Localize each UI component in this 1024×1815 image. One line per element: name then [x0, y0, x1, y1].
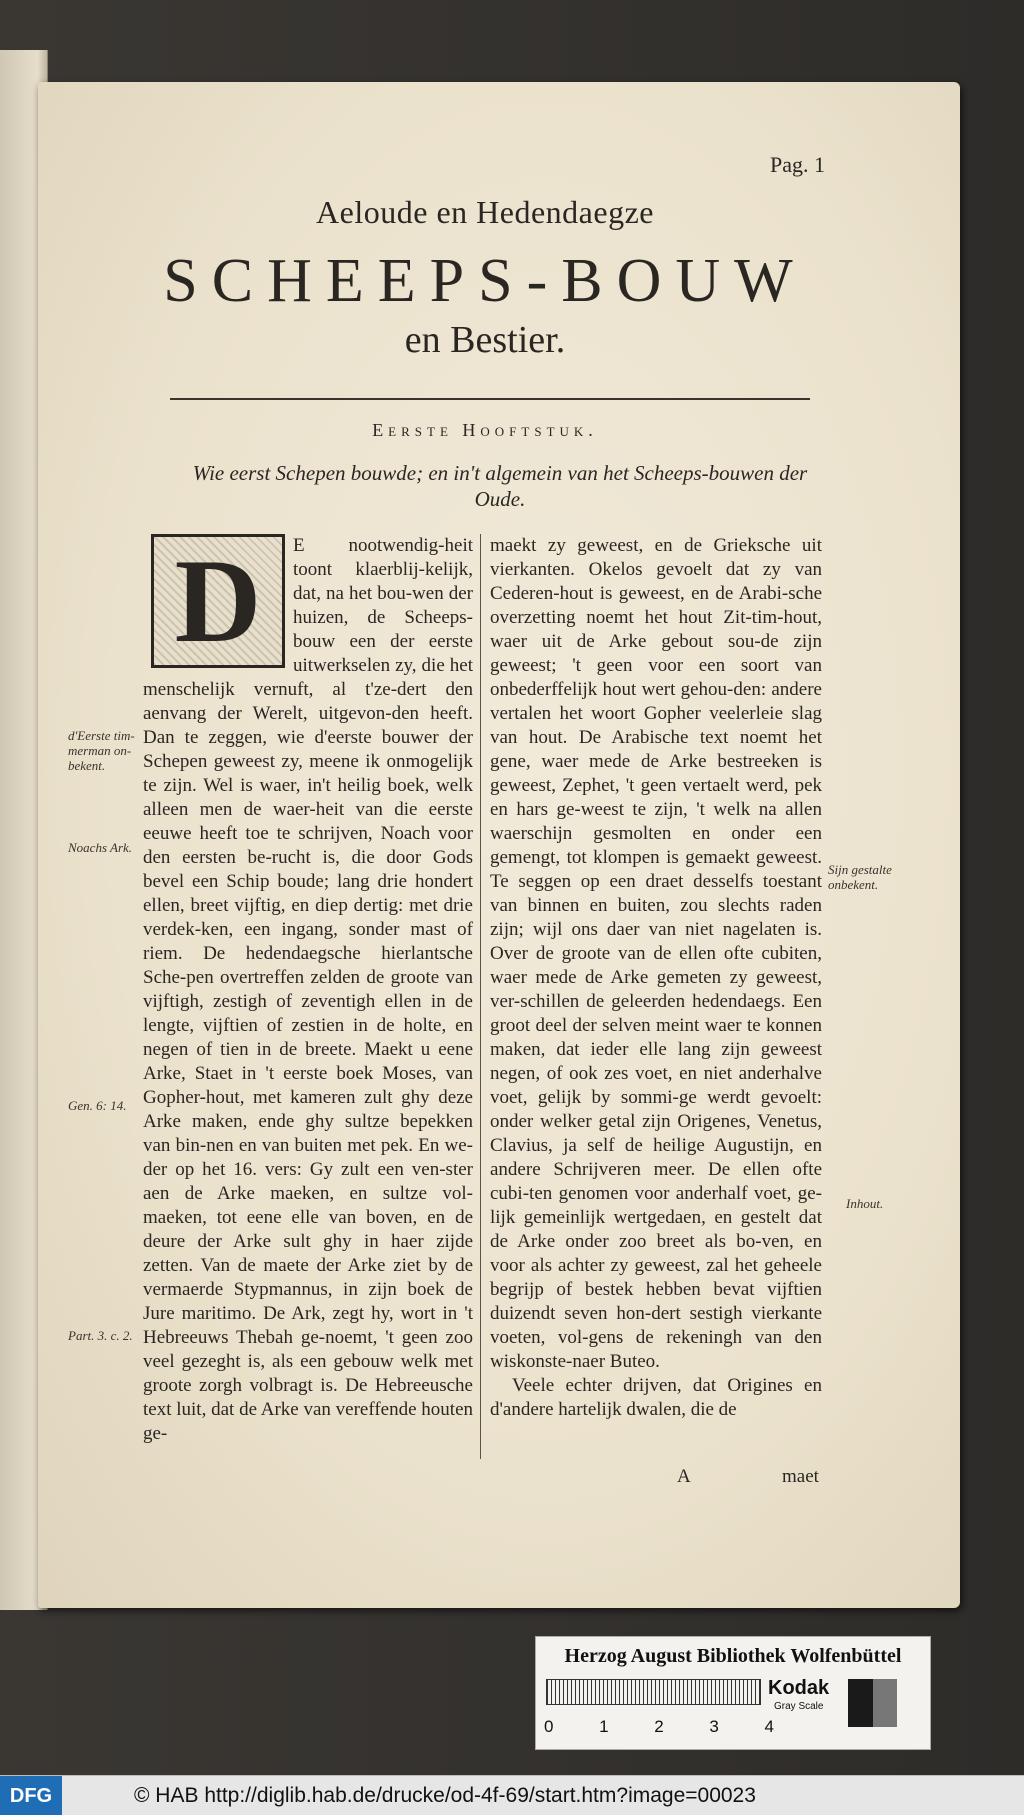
ruler-numbers: [544, 1717, 774, 1737]
ruler-scale: [546, 1679, 761, 1705]
drop-cap-letter: D: [174, 534, 262, 667]
margin-note-content: Inhout.: [846, 1196, 884, 1211]
margin-note-part: Part. 3. c. 2.: [68, 1328, 133, 1343]
chapter-subtitle: Wie eerst Schepen bouwde; en in't algemein van het Scheeps-bouwen der Oude.: [192, 461, 808, 511]
margin-note-shape: Sijn gestalte onbekent.: [828, 862, 892, 892]
title-line-2: SCHEEPS-BOUW: [163, 247, 807, 315]
title-rule: [170, 398, 810, 400]
dfg-logo: DFG: [0, 1776, 62, 1815]
left-column-text: E nootwendig-heit toont klaerblij-kelijk, dat, na het bou-wen der huizen, de Scheeps-bouw een der eerste uitwerkselen zy, die het menschelijk vernuft, al t'ze-dert den aenvang der Werelt, uitgevon-den heeft. Dan te zeggen, wie d'eerste bouwer der Schepen geweest zy, meene ik onmogelijk te zijn. Wel is waer, in't heilig boek, welk alleen men de waer-heit van die eerste eeuwe heeft toe te schrijven, Noach voor den eersten be-rucht is, die door Gods bevel een Schip boude; lang drie hondert ellen, breet vijftig, en diep dertig: met drie verdek-ken, een ingang, sonder mast of riem. De hedendaegsche hierlantsche Sche-pen overtreffen zelden de groote van vijftigh, zestigh of zeventigh ellen in de lengte, vijftien of zestien in de holte, en negen of tien in de breete. Maekt u eene Arke, Staet in 't eerste boek Moses, van Gopher-hout, met kameren zult ghy deze Arke maken, ende ghy sultze bepekken van bin-nen en van buiten met pek. En we-der op het 16. vers: Gy zult een ven-ster aen de Arke maeken, en sultze vol-maeken, tot eene elle van boven, en de deure der Arke sult ghy in haer zijde zetten. Van de maete der Arke ziet by de vermaerde Stypmannus, in zijn boek de Jure maritimo. De Ark, zegt hy, wort in 't Hebreeuws Thebah ge-noemt, 't geen zoo veel gezeght is, als een gebouw welk met groote zorgh volbragt is. De Hebreeusche text luit, dat de Arke van vereffende houten ge-: [143, 535, 473, 1444]
left-column: [143, 534, 473, 1446]
title-line-3: en Bestier.: [404, 319, 566, 361]
margin-note-genesis: Gen. 6: 14.: [68, 1098, 127, 1113]
color-scale-card: [535, 1636, 931, 1750]
drop-cap-initial: [151, 534, 285, 668]
margin-note-noachs-ark: Noachs Ark.: [68, 840, 133, 855]
page-number: Pag. 1: [770, 152, 825, 177]
right-column: [490, 534, 822, 1422]
right-column-paragraph-2: Veele echter drijven, dat Origines en d'andere hartelijk dwalen, die de: [490, 1375, 822, 1420]
right-column-text: maekt zy geweest, en de Grieksche uit vierkanten. Okelos gevoelt dat zy van Cederen-hout is geweest, en de Arabi-sche overzetting noemt het hout Zit-tim-hout, waer uit de Arke gebout sou-de zijn geweest; 't geen voor een soort van onbederffelijk hout wert gehou-den: andere vertalen het woort Gopher veelerleie slag van hout. De Arabische text noemt het gene, waer mede de Arke bestreeken is geweest, Zephet, 't geen vertaelt werd, pek en hars ge-weest te zijn, 't welk na allen waerschijn gesmolten en onder een gemengt, tot klompen is gemaekt geweest. Te seggen op een draet desselfs toestant van binnen en buiten, zou slechts raden zijn; wijl ons daer van niet nagelaten is. Over de groote van de ellen ofte cubiten, waer mede de Arke gemeten zy geweest, ver-schillen de geleerden hedendaegs. Een groot deel der selven meint waer te konnen maken, dat ieder elle lang zijn geweest negen, of ook zes voet, en niet anderhalve voet, gelijk by sommi-ge werdt gevoelt: onder welker getal zijn Origenes, Venetus, Clavius, ja self de heilige Augustijn, en andere Schrijveren meer. De ellen ofte cubi-ten genomen voor anderhalf voet, ge-lijk gemeinlijk wertgedaen, en gestelt dat de Arke onder zoo breet als bo-ven, en voor als achter zy geweest, zal het geheele begrijp of bestek hebben bevat vijftien duizendt seven hon-dert sestigh vierkante voeten, vol-gens de rekeningh van den wiskonste-naer Buteo.: [490, 535, 822, 1372]
ruler-number: 3: [709, 1717, 719, 1736]
chapter-heading: Eerste Hooftstuk.: [372, 420, 598, 440]
column-divider: [480, 534, 481, 1459]
margin-note-first-carpenter: d'Eerste tim-merman on-bekent.: [68, 728, 135, 773]
kodak-brand: Kodak: [768, 1677, 830, 1699]
signature-mark: A: [677, 1466, 691, 1487]
gray-scale-label: Gray Scale: [774, 1701, 824, 1712]
ruler-number: 4: [764, 1717, 774, 1736]
copyright-link[interactable]: © HAB http://diglib.hab.de/drucke/od-4f-69/start.htm?image=00023: [134, 1784, 756, 1807]
gray-swatch-mid: [873, 1679, 898, 1727]
library-name: Herzog August Bibliothek Wolfenbüttel: [564, 1645, 902, 1667]
gray-swatches: [848, 1679, 922, 1727]
ruler-number: 2: [654, 1717, 664, 1736]
gray-swatch-dark: [848, 1679, 873, 1727]
ruler-number: 1: [599, 1717, 609, 1736]
gray-swatch-light: [897, 1679, 922, 1727]
catchword: maet: [782, 1466, 819, 1487]
footer-bar: [0, 1775, 1024, 1815]
ruler-number: 0: [544, 1717, 554, 1736]
title-line-1: Aeloude en Hedendaegze: [316, 194, 654, 230]
